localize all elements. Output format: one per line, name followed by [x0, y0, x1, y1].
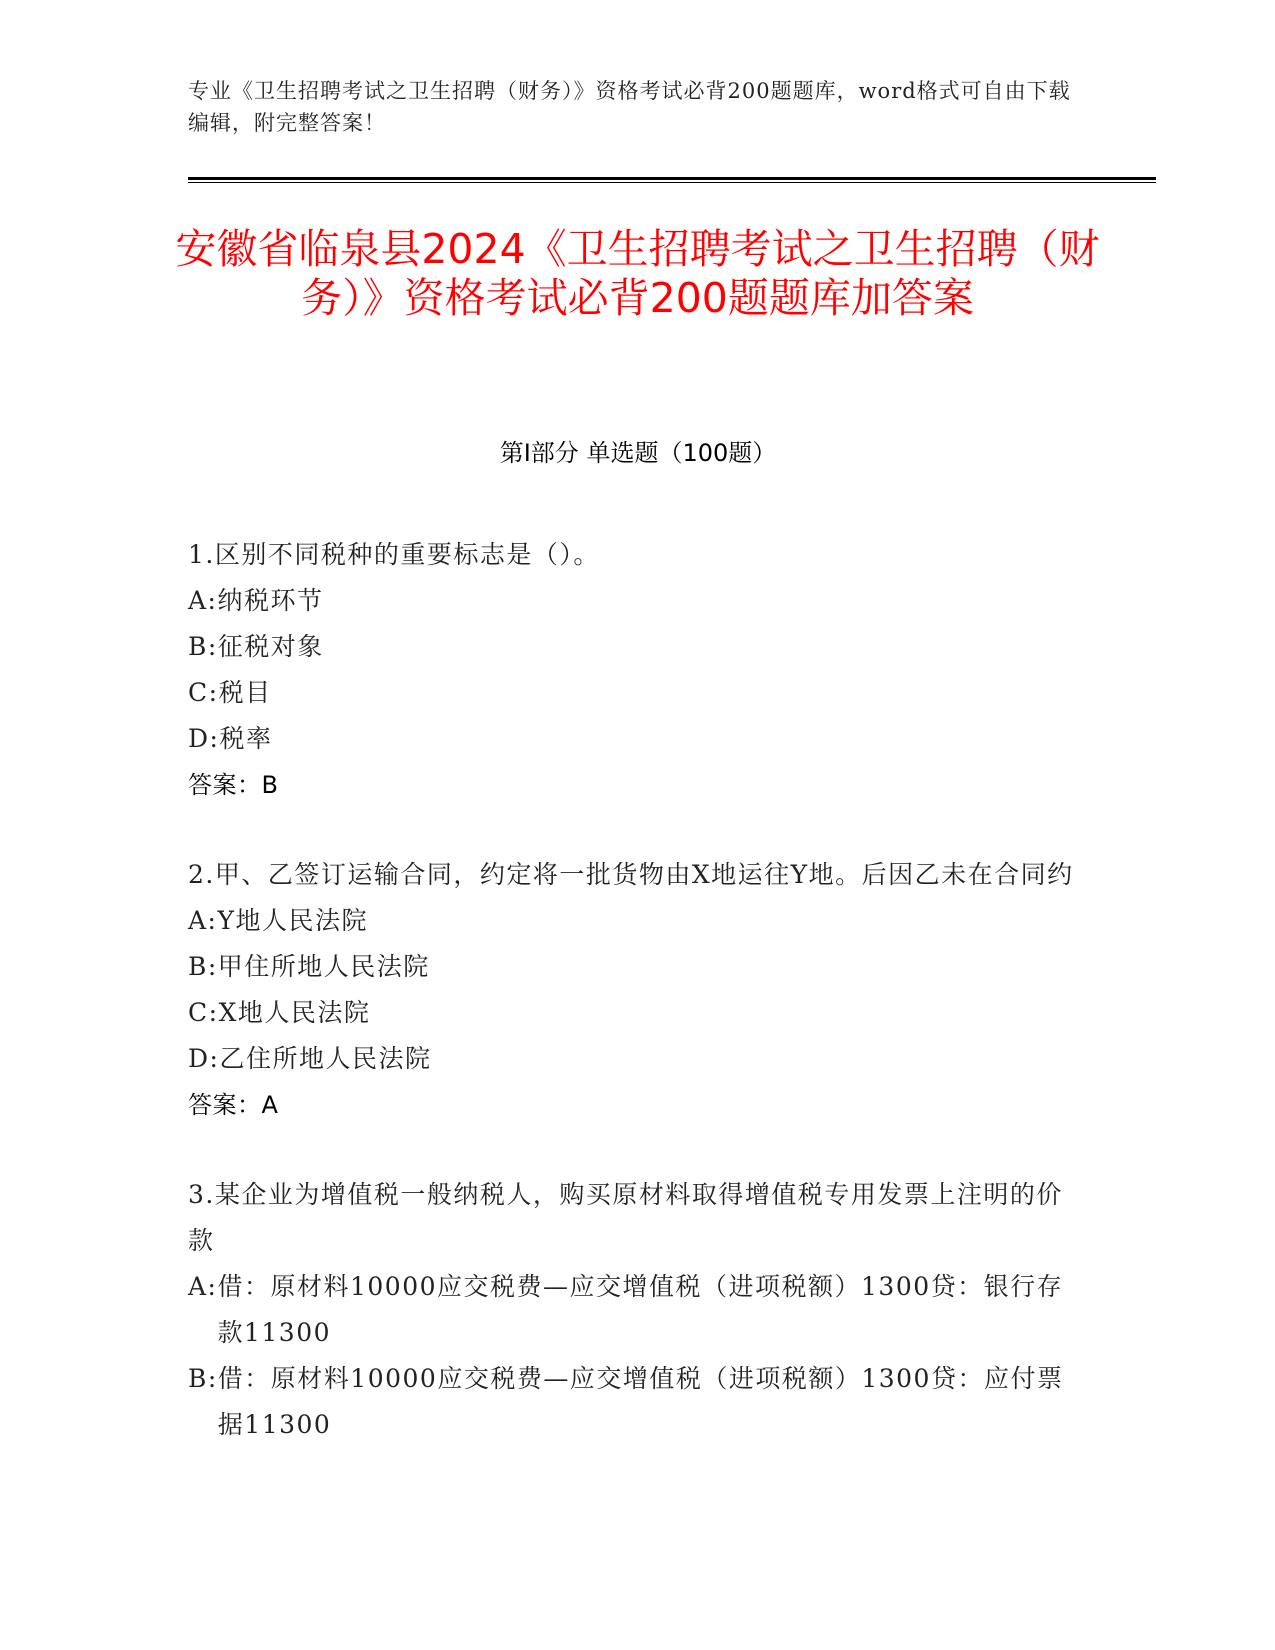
option-d: [188, 1036, 1088, 1082]
option-b: [188, 944, 1088, 990]
header-divider-thick: [188, 177, 1156, 180]
option-key: A:: [188, 906, 218, 935]
question-stem: 2.甲、乙签订运输合同，约定将一批货物由X地运往Y地。后因乙未在合同约: [188, 860, 1074, 889]
question-list: [188, 532, 1088, 1492]
option-c: [188, 670, 1088, 716]
document-title: 安徽省临泉县2024《卫生招聘考试之卫生招聘（财务）》资格考试必背200题题库加答案: [175, 225, 1100, 322]
answer-line: 答案：A: [188, 1091, 279, 1119]
option-key: A:: [188, 586, 218, 615]
section-title: 第I部分 单选题（100题）: [499, 439, 777, 467]
option-b: [188, 624, 1088, 670]
option-a: [188, 898, 1088, 944]
option-text: 甲住所地人民法院: [217, 952, 430, 981]
question-stem: 3.某企业为增值税一般纳税人，购买原材料取得增值税专用发票上注明的价款: [188, 1180, 1063, 1255]
option-text: 征税对象: [217, 632, 324, 661]
option-key: D:: [188, 1044, 220, 1073]
option-key: A:: [188, 1272, 218, 1301]
question-item: [188, 532, 1088, 808]
option-key: C:: [188, 998, 219, 1027]
question-item: [188, 1172, 1088, 1448]
option-key: D:: [188, 724, 220, 753]
option-a: [188, 1264, 1088, 1356]
option-key: B:: [188, 1364, 218, 1393]
option-c: [188, 990, 1088, 1036]
header-divider-thin: [188, 182, 1156, 183]
option-text: 税率: [219, 724, 273, 753]
option-b: [188, 1356, 1088, 1448]
option-text: X地人民法院: [218, 998, 371, 1027]
answer-line: 答案：B: [188, 771, 279, 799]
option-key: B:: [188, 952, 218, 981]
option-key: B:: [188, 632, 218, 661]
option-key: C:: [188, 678, 219, 707]
option-a: [188, 578, 1088, 624]
question-stem: 1.区别不同税种的重要标志是（）。: [188, 540, 600, 569]
option-text: 借：原材料10000应交税费—应交增值税（进项税额）1300贷：应付票据11300: [217, 1364, 1064, 1439]
header-note: 专业《卫生招聘考试之卫生招聘（财务）》资格考试必背200题题库，word格式可自由下载编辑，附完整答案！: [188, 79, 1071, 135]
question-item: [188, 852, 1088, 1128]
option-text: 乙住所地人民法院: [219, 1044, 432, 1073]
option-text: 税目: [218, 678, 272, 707]
option-d: [188, 716, 1088, 762]
option-text: 借：原材料10000应交税费—应交增值税（进项税额）1300贷：银行存款11300: [217, 1272, 1064, 1347]
option-text: Y地人民法院: [217, 906, 368, 935]
option-text: 纳税环节: [217, 586, 324, 615]
